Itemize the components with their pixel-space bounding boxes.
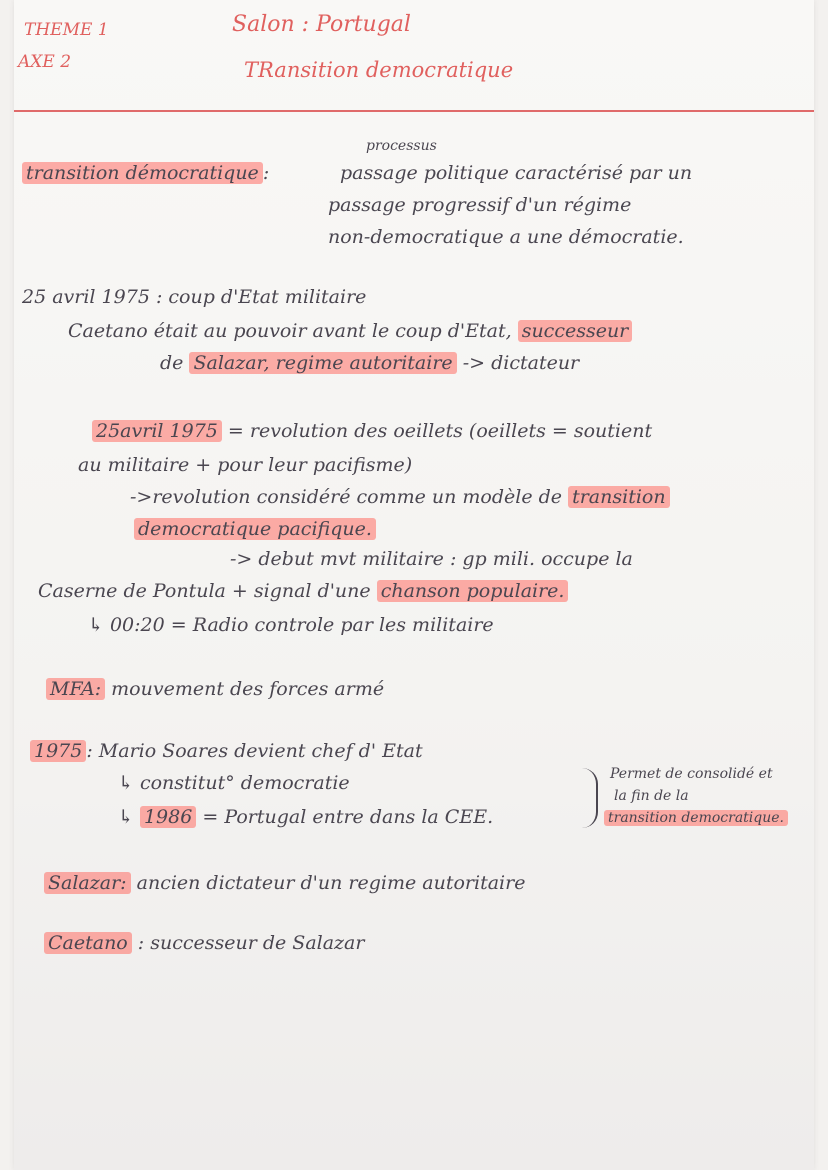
democratique-pacifique-highlight: democratique pacifique. [134, 518, 376, 540]
chanson-highlight: chanson populaire. [377, 580, 569, 602]
cee-text: = Portugal entre dans la CEE. [202, 806, 494, 828]
axe-label: AXE 2 [18, 52, 72, 72]
definition-line-1: passage politique caractérisé par un [340, 162, 693, 184]
caetano-term-highlight: Caetano [44, 932, 132, 954]
salazar-definition [44, 872, 525, 894]
revolution-line-7: ↳ 00:20 = Radio controle par les militaire [88, 614, 494, 636]
year-1975-line [30, 740, 423, 762]
salazar-term-highlight: Salazar: [44, 872, 131, 894]
caetano-definition [44, 932, 364, 954]
side-note-2: la fin de la [614, 788, 689, 804]
salazar-def-text: ancien dictateur d'un regime autoritaire [136, 872, 526, 894]
theme-label: THEME 1 [24, 20, 109, 40]
revolution-line-2: au militaire + pour leur pacifisme) [78, 454, 413, 476]
successeur-highlight: successeur [518, 320, 633, 342]
year-1986-highlight: 1986 [140, 806, 196, 828]
revolution-line-1-text: = revolution des oeillets (oeillets = soutient [227, 420, 653, 442]
side-note-3 [604, 810, 788, 826]
cee-arrow: ↳ [118, 806, 134, 828]
caetano-text: Caetano était au pouvoir avant le coup d'Etat, [68, 320, 512, 342]
salazar-highlight: Salazar, regime autoritaire [189, 352, 456, 374]
dictateur-text: -> dictateur [462, 352, 580, 374]
revolution-line-6 [38, 580, 568, 602]
definition-insert-word: processus [366, 138, 437, 154]
curly-brace [582, 768, 598, 828]
cee-line [118, 806, 493, 828]
revolution-line-3-text: ->revolution considéré comme un modèle de [130, 486, 563, 508]
side-note-1: Permet de consolidé et [610, 766, 773, 782]
coup-line: 25 avril 1975 : coup d'Etat militaire [22, 286, 367, 308]
constitution-line: ↳ constitut° democratie [118, 772, 350, 794]
revolution-line-1 [92, 420, 652, 442]
caetano-line-b [160, 352, 579, 374]
definition-colon: : [262, 162, 270, 184]
revolution-line-3 [130, 486, 670, 508]
revolution-date-highlight: 25avril 1975 [92, 420, 222, 442]
revolution-line-6-text: Caserne de Pontula + signal d'une [38, 580, 371, 602]
page-title: Salon : Portugal [232, 12, 411, 37]
caetano-def-text: : successeur de Salazar [137, 932, 365, 954]
caetano-line-a [68, 320, 632, 342]
caetano-de: de [160, 352, 184, 374]
revolution-line-4 [134, 518, 376, 540]
definition-line-2: passage progressif d'un régime [328, 194, 632, 216]
definition-line-3: non-democratique a une démocratie. [328, 226, 684, 248]
year-1975-highlight: 1975 [30, 740, 86, 762]
soares-text: : Mario Soares devient chef d' Etat [86, 740, 423, 762]
definition-term-highlight: transition démocratique [22, 162, 263, 184]
page-subtitle: TRansition democratique [244, 58, 514, 82]
transition-highlight: transition [568, 486, 670, 508]
definition-term [22, 162, 269, 184]
header-rule [14, 110, 814, 112]
mfa-text: mouvement des forces armé [111, 678, 385, 700]
mfa-abbr-highlight: MFA: [46, 678, 105, 700]
side-note-3-highlight: transition democratique. [604, 810, 788, 826]
revolution-line-5: -> debut mvt militaire : gp mili. occupe la [230, 548, 633, 570]
mfa-line [46, 678, 384, 700]
